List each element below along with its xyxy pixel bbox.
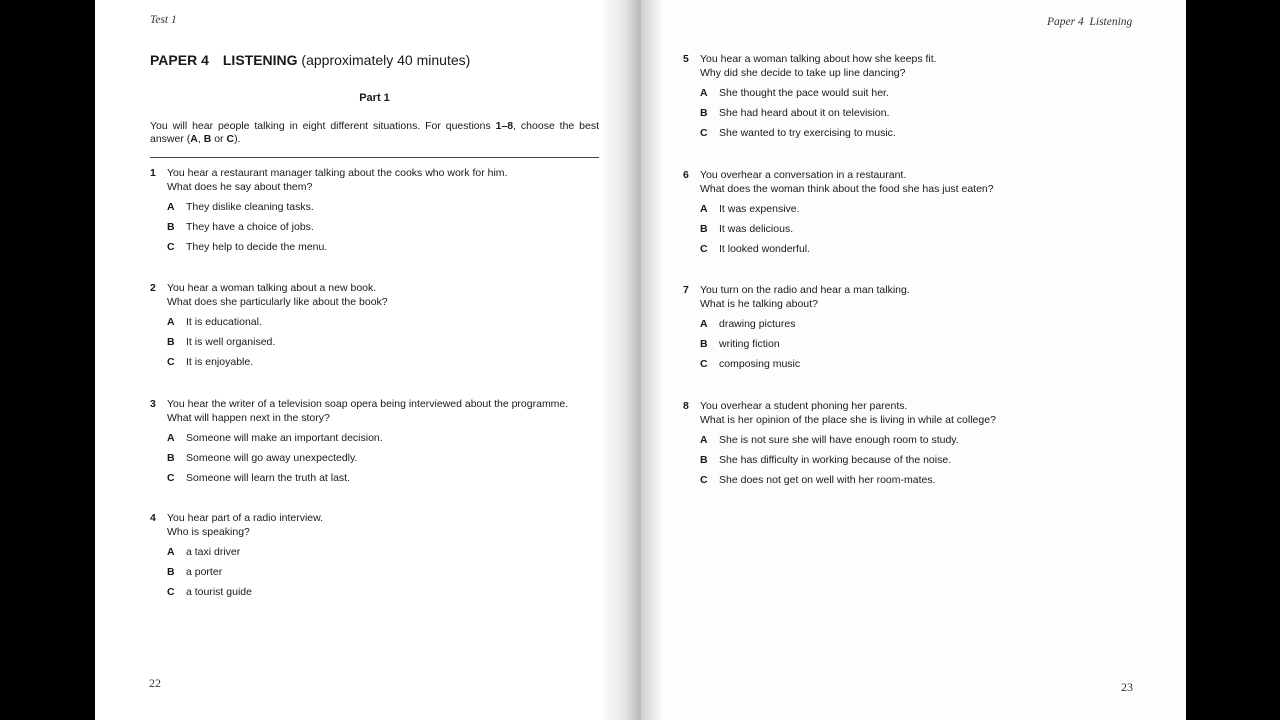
option-text: She has difficulty in working because of the noise.: [719, 454, 952, 466]
option-letter: A: [700, 203, 708, 215]
option-letter: A: [700, 318, 708, 330]
answer-option-c: [167, 472, 350, 486]
paper-section: LISTENING: [222, 52, 298, 68]
option-text: They help to decide the menu.: [186, 241, 328, 253]
answer-option-a: [167, 546, 240, 560]
option-letter: A: [167, 201, 175, 213]
option-letter: C: [167, 586, 175, 598]
question-number: 7: [683, 284, 689, 296]
option-text: It is educational.: [186, 316, 262, 328]
left-page-number: 22: [149, 676, 161, 690]
divider-rule: [150, 157, 599, 158]
option-text: She thought the pace would suit her.: [719, 87, 889, 99]
paper-label: PAPER 4: [150, 52, 209, 68]
question-prompt: What does he say about them?: [167, 180, 313, 193]
question-prompt: What does the woman think about the food she has just eaten?: [700, 182, 994, 195]
option-letter: C: [167, 472, 175, 484]
question-context: You overhear a student phoning her parents.: [700, 400, 908, 412]
question-stem: [167, 398, 568, 425]
answer-option-c: [167, 356, 253, 370]
option-letter: C: [700, 127, 708, 139]
option-text: a porter: [186, 566, 223, 578]
option-text: They have a choice of jobs.: [186, 221, 314, 233]
option-text: She does not get on well with her room-mates.: [719, 474, 936, 486]
option-letter: B: [700, 454, 708, 466]
answer-option-c: [700, 127, 896, 141]
question-stem: [167, 282, 388, 309]
answer-option-b: [167, 221, 314, 235]
paper-title: [150, 52, 470, 68]
question-number: 4: [150, 512, 156, 524]
question-context: You hear a woman talking about a new book.: [167, 282, 377, 294]
question-number: 2: [150, 282, 156, 294]
question-number: 1: [150, 167, 156, 179]
answer-option-b: [700, 223, 793, 237]
question-prompt: What will happen next in the story?: [167, 411, 330, 424]
question-number: 5: [683, 53, 689, 65]
option-letter: B: [167, 452, 175, 464]
question-context: You hear a woman talking about how she keeps fit.: [700, 53, 937, 65]
option-text: drawing pictures: [719, 318, 796, 330]
question-prompt: Why did she decide to take up line dancing?: [700, 66, 906, 79]
option-letter: B: [700, 338, 708, 350]
question-context: You turn on the radio and hear a man talking.: [700, 284, 910, 296]
paper-duration: (approximately 40 minutes): [297, 52, 471, 68]
left-running-head: Test 1: [150, 14, 177, 26]
right-running-head: Paper 4 Listening: [1047, 16, 1133, 28]
question-stem: [167, 512, 323, 539]
question-stem: [700, 284, 910, 311]
answer-option-a: [167, 201, 314, 215]
answer-option-b: [700, 338, 780, 352]
option-letter: C: [700, 243, 708, 255]
question-number: 8: [683, 400, 689, 412]
question-stem: [700, 400, 996, 427]
question-stem: [167, 167, 507, 194]
answer-option-a: [167, 316, 262, 330]
option-letter: A: [700, 87, 708, 99]
question-prompt: What is he talking about?: [700, 297, 818, 310]
option-letter: A: [167, 546, 175, 558]
option-letter: C: [167, 356, 175, 368]
question-stem: [700, 53, 937, 80]
option-text: They dislike cleaning tasks.: [186, 201, 314, 213]
option-text: She had heard about it on television.: [719, 107, 890, 119]
option-text: Someone will go away unexpectedly.: [186, 452, 358, 464]
question-prompt: What is her opinion of the place she is living in while at college?: [700, 413, 996, 426]
answer-option-a: [700, 318, 795, 332]
option-letter: A: [167, 316, 175, 328]
answer-option-b: [167, 452, 357, 466]
option-letter: C: [700, 358, 708, 370]
option-text: a taxi driver: [186, 546, 241, 558]
question-context: You hear part of a radio interview.: [167, 512, 324, 524]
option-text: a tourist guide: [186, 586, 252, 598]
option-letter: A: [700, 434, 708, 446]
answer-option-b: [700, 454, 951, 468]
option-letter: B: [167, 221, 175, 233]
question-context: You hear a restaurant manager talking about the cooks who work for him.: [167, 167, 508, 179]
right-page-number: 23: [1121, 680, 1133, 694]
option-text: It is enjoyable.: [186, 356, 254, 368]
answer-option-c: [700, 474, 936, 488]
answer-option-a: [167, 432, 383, 446]
answer-option-c: [167, 241, 327, 255]
option-text: It was expensive.: [719, 203, 800, 215]
answer-option-c: [167, 586, 252, 600]
question-context: You overhear a conversation in a restaurant.: [700, 169, 907, 181]
option-letter: A: [167, 432, 175, 444]
answer-option-c: [700, 358, 800, 372]
option-letter: C: [700, 474, 708, 486]
option-letter: B: [167, 566, 175, 578]
option-text: She wanted to try exercising to music.: [719, 127, 896, 139]
answer-option-b: [167, 566, 222, 580]
option-text: composing music: [719, 358, 801, 370]
option-text: Someone will make an important decision.: [186, 432, 383, 444]
answer-option-b: [167, 336, 275, 350]
question-stem: [700, 169, 994, 196]
option-text: Someone will learn the truth at last.: [186, 472, 351, 484]
question-number: 3: [150, 398, 156, 410]
answer-option-a: [700, 434, 959, 448]
option-letter: B: [167, 336, 175, 348]
answer-option-a: [700, 87, 889, 101]
question-context: You hear the writer of a television soap opera being interviewed about the programme.: [167, 398, 569, 410]
option-text: It is well organised.: [186, 336, 276, 348]
question-prompt: What does she particularly like about the book?: [167, 295, 388, 308]
option-letter: B: [700, 223, 708, 235]
answer-option-b: [700, 107, 889, 121]
answer-option-a: [700, 203, 800, 217]
option-text: She is not sure she will have enough room to study.: [719, 434, 959, 446]
question-number: 6: [683, 169, 689, 181]
part-title: Part 1: [359, 92, 390, 104]
option-text: writing fiction: [719, 338, 780, 350]
option-letter: B: [700, 107, 708, 119]
instructions: You will hear people talking in eight different situations. For questions 1–8, choose the best answer (A, B or C).: [150, 120, 599, 145]
option-letter: C: [167, 241, 175, 253]
option-text: It was delicious.: [719, 223, 794, 235]
option-text: It looked wonderful.: [719, 243, 811, 255]
answer-option-c: [700, 243, 810, 257]
question-prompt: Who is speaking?: [167, 525, 250, 538]
